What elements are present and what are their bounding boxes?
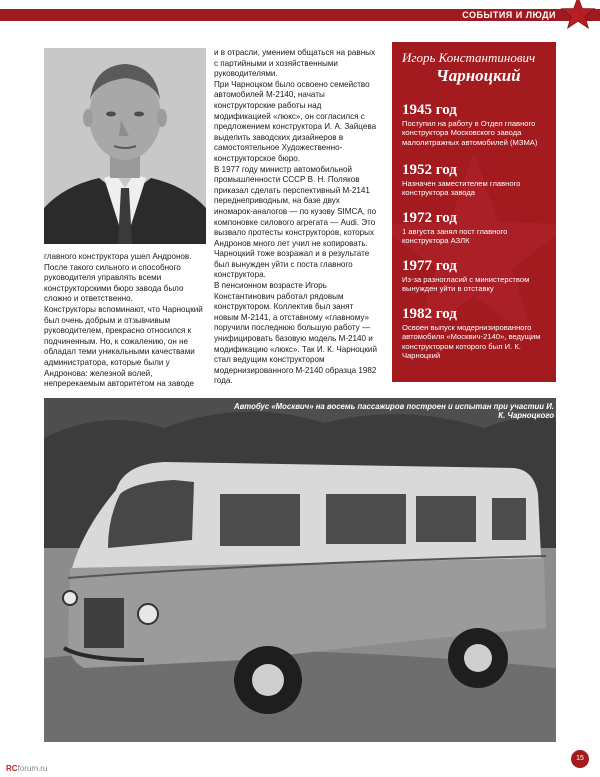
timeline-text: Из-за разногласий с министерством вынужден уйти в отставку	[402, 275, 530, 294]
timeline-entry	[402, 210, 552, 246]
portrait-photo	[44, 48, 206, 244]
timeline-text: 1 августа занял пост главного конструктора АЗЛК	[402, 227, 508, 246]
minibus-illustration	[44, 398, 556, 742]
article-column-2	[214, 48, 378, 387]
photo-caption: Автобус «Москвич» на восемь пассажиров построен и испытан при участии И. К. Чарноцкого	[234, 402, 554, 420]
paragraph: При Чарноцком было освоено семейство автомобилей М-2140, начаты конструкторские работы над модификацией «люкс», он согласился с предложением конструктора И. А. Зайцева выделить заводских дизайнеров в самостоятельное Художественно-конструкторское бюро.	[214, 79, 377, 163]
timeline-text: Назначен заместителем главного конструктора завода	[402, 179, 521, 198]
section-header-bar	[0, 0, 600, 26]
bio-first-names: Игорь Константинович	[402, 50, 536, 65]
timeline-year: 1945 год	[402, 102, 457, 118]
site-logo-prefix: RC	[6, 764, 18, 773]
site-logo	[6, 764, 47, 773]
timeline-entry	[402, 258, 552, 294]
timeline-text: Поступил на работу в Отдел главного конструктора Московского завода малолитражных автомобилей (МЗМА)	[402, 119, 538, 147]
timeline-year: 1977 год	[402, 258, 457, 274]
section-title: СОБЫТИЯ И ЛЮДИ	[462, 10, 556, 20]
timeline-entry	[402, 162, 552, 198]
bio-surname: Чарноцкий	[436, 66, 521, 85]
paragraph: главного конструктора ушел Андронов. После такого сильного и способного руководителя управлять всеми конструкторскими бюро завода было сложно и ответственно.	[44, 252, 192, 304]
timeline-entry	[402, 102, 552, 147]
biography-timeline-panel	[392, 42, 556, 382]
paragraph: В 1977 году министр автомобильной промышленности СССР В. Н. Поляков приказал сделать перспективный М-2141 переднеприводным, на базе двух иномарок-аналогов — по кузову SIMCA, по компоновке силового агрегата — Audi. Это вызвало протесты конструкторов, которых Андронов много лет учил не копировать. Чарноцкий тоже возражал и в результате был вынужден уйти с поста главного конструктора.	[214, 164, 377, 280]
timeline-year: 1982 год	[402, 306, 457, 322]
site-logo-suffix: forum.ru	[17, 764, 48, 773]
timeline-year: 1952 год	[402, 162, 457, 178]
paragraph: и в отрасли, умением общаться на равных с партийными и хозяйственными руководителями.	[214, 48, 376, 79]
timeline-year: 1972 год	[402, 210, 457, 226]
timeline-entry	[402, 306, 552, 361]
star-icon	[560, 0, 596, 32]
portrait-illustration	[44, 48, 206, 244]
page-number-badge: 15	[571, 750, 589, 768]
minibus-photo	[44, 398, 556, 742]
paragraph: В пенсионном возрасте Игорь Константинович работал рядовым конструктором. Коллектив был занят новым М-2141, а отставному «главному» поручили последнюю большую работу — унифицировать базовую модель М-2140 и модификацию «люкс». Так И. К. Чарноцкий стал ведущим конструктором модернизированного М-2140 образца 1982 года.	[214, 281, 377, 386]
paragraph: Конструкторы вспоминают, что Чарноцкий был очень добрым и отзывчивым руководителем, прекрасно относился к подчиненным. Но, к сожалению, он не обладал теми уникальными качествами администратора, которые были у Андронова: железной волей, непререкаемым авторитетом на заводе	[44, 304, 203, 389]
timeline-text: Освоен выпуск модернизированного автомобиля «Москвич-2140», ведущим конструктором которого был И. К. Чарноцкий	[402, 323, 541, 361]
article-column-1	[44, 252, 207, 390]
